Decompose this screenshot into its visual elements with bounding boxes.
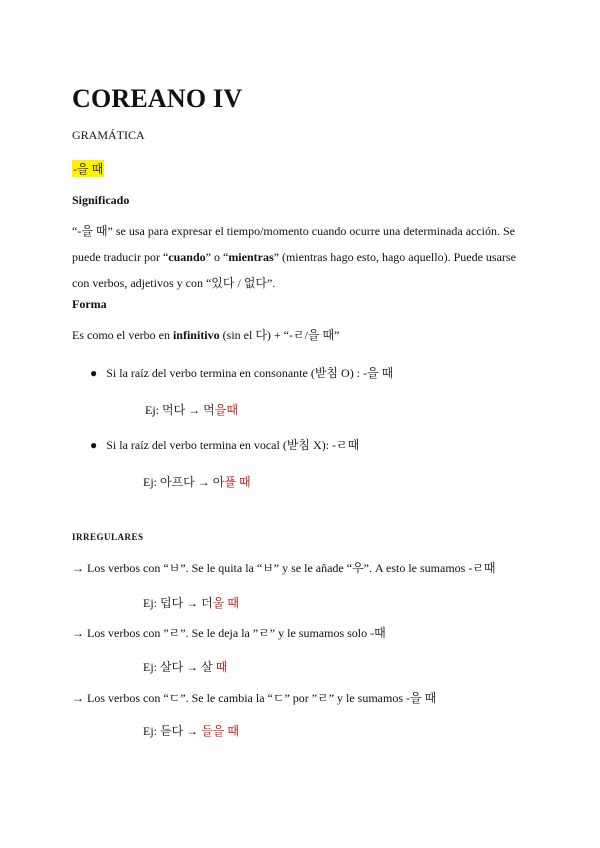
- bullet-dot-icon: ●: [90, 366, 98, 380]
- example-irregular-l: [143, 658, 227, 675]
- example-base: 먹다 → 먹: [162, 403, 215, 417]
- bullet-dot-icon: ●: [90, 438, 98, 452]
- significado-text-part: ” (mientras hago esto, hago aquello). Puede usarse con verbos, adjetivos y con “있다 / 없다”.: [72, 250, 516, 290]
- bullet-vowel-text: Si la raíz del verbo termina en vocal (받침 X): -ㄹ때: [106, 438, 360, 452]
- example-irregular-b: [143, 594, 239, 611]
- example-base: 덥다 → 더: [160, 596, 213, 610]
- example-ending: 울 때: [212, 596, 239, 610]
- example-ending: 플 때: [224, 475, 251, 489]
- significado-text-part: “-을 때” se usa para expresar el tiempo/momento cuando ocurre una determinada acción. Se puede traducir por “: [72, 224, 516, 264]
- highlighted-grammar-point: -을 때: [73, 162, 104, 176]
- significado-text-part: ” o “: [205, 250, 229, 264]
- forma-text-part: (sin el 다) + “-ㄹ/을 때”: [219, 328, 340, 342]
- example-ending: 들을 때: [201, 724, 239, 738]
- example-base: 듣다 →: [160, 724, 202, 738]
- bullet-consonant-text: Si la raíz del verbo termina en consonante (받침 O) : -을 때: [106, 366, 394, 380]
- example-prefix: Ej:: [143, 660, 160, 674]
- section-subtitle: GRAMÁTICA: [72, 128, 145, 142]
- significado-bold-cuando: cuando: [168, 250, 206, 264]
- irregular-l-rule: → Los verbos con ”ㄹ”. Se le deja la ”ㄹ” y le sumamos solo -때: [72, 626, 386, 640]
- example-ending: 때: [215, 660, 228, 674]
- forma-bold-infinitivo: infinitivo: [172, 328, 220, 342]
- bullet-vowel: [90, 432, 359, 458]
- example-prefix: Ej:: [143, 475, 160, 489]
- significado-paragraph: [72, 218, 528, 296]
- irregulares-heading: IRREGULARES: [72, 532, 144, 542]
- significado-heading: Significado: [72, 193, 130, 207]
- example-base: 살다 → 살: [160, 660, 216, 674]
- page-title: COREANO IV: [72, 84, 243, 113]
- significado-bold-mientras: mientras: [228, 250, 274, 264]
- example-prefix: Ej:: [145, 403, 162, 417]
- example-ending: 을때: [214, 403, 238, 417]
- bullet-consonant: [90, 360, 393, 386]
- forma-paragraph: [72, 322, 339, 348]
- irregular-b-rule: → Los verbos con “ㅂ”. Se le quita la “ㅂ” y se le añade “우”. A esto le sumamos -ㄹ때: [72, 561, 496, 575]
- example-prefix: Ej:: [143, 724, 160, 738]
- example-irregular-d: [143, 722, 239, 739]
- example-vowel: [143, 473, 251, 490]
- irregular-d-rule: → Los verbos con “ㄷ”. Se le cambia la “ㄷ” por ”ㄹ” y le sumamos -을 때: [72, 691, 437, 705]
- forma-text-part: Es como el verbo en: [72, 328, 173, 342]
- example-consonant: [145, 401, 238, 418]
- forma-heading: Forma: [72, 297, 107, 311]
- example-base: 아프다 → 아: [160, 475, 225, 489]
- example-prefix: Ej:: [143, 596, 160, 610]
